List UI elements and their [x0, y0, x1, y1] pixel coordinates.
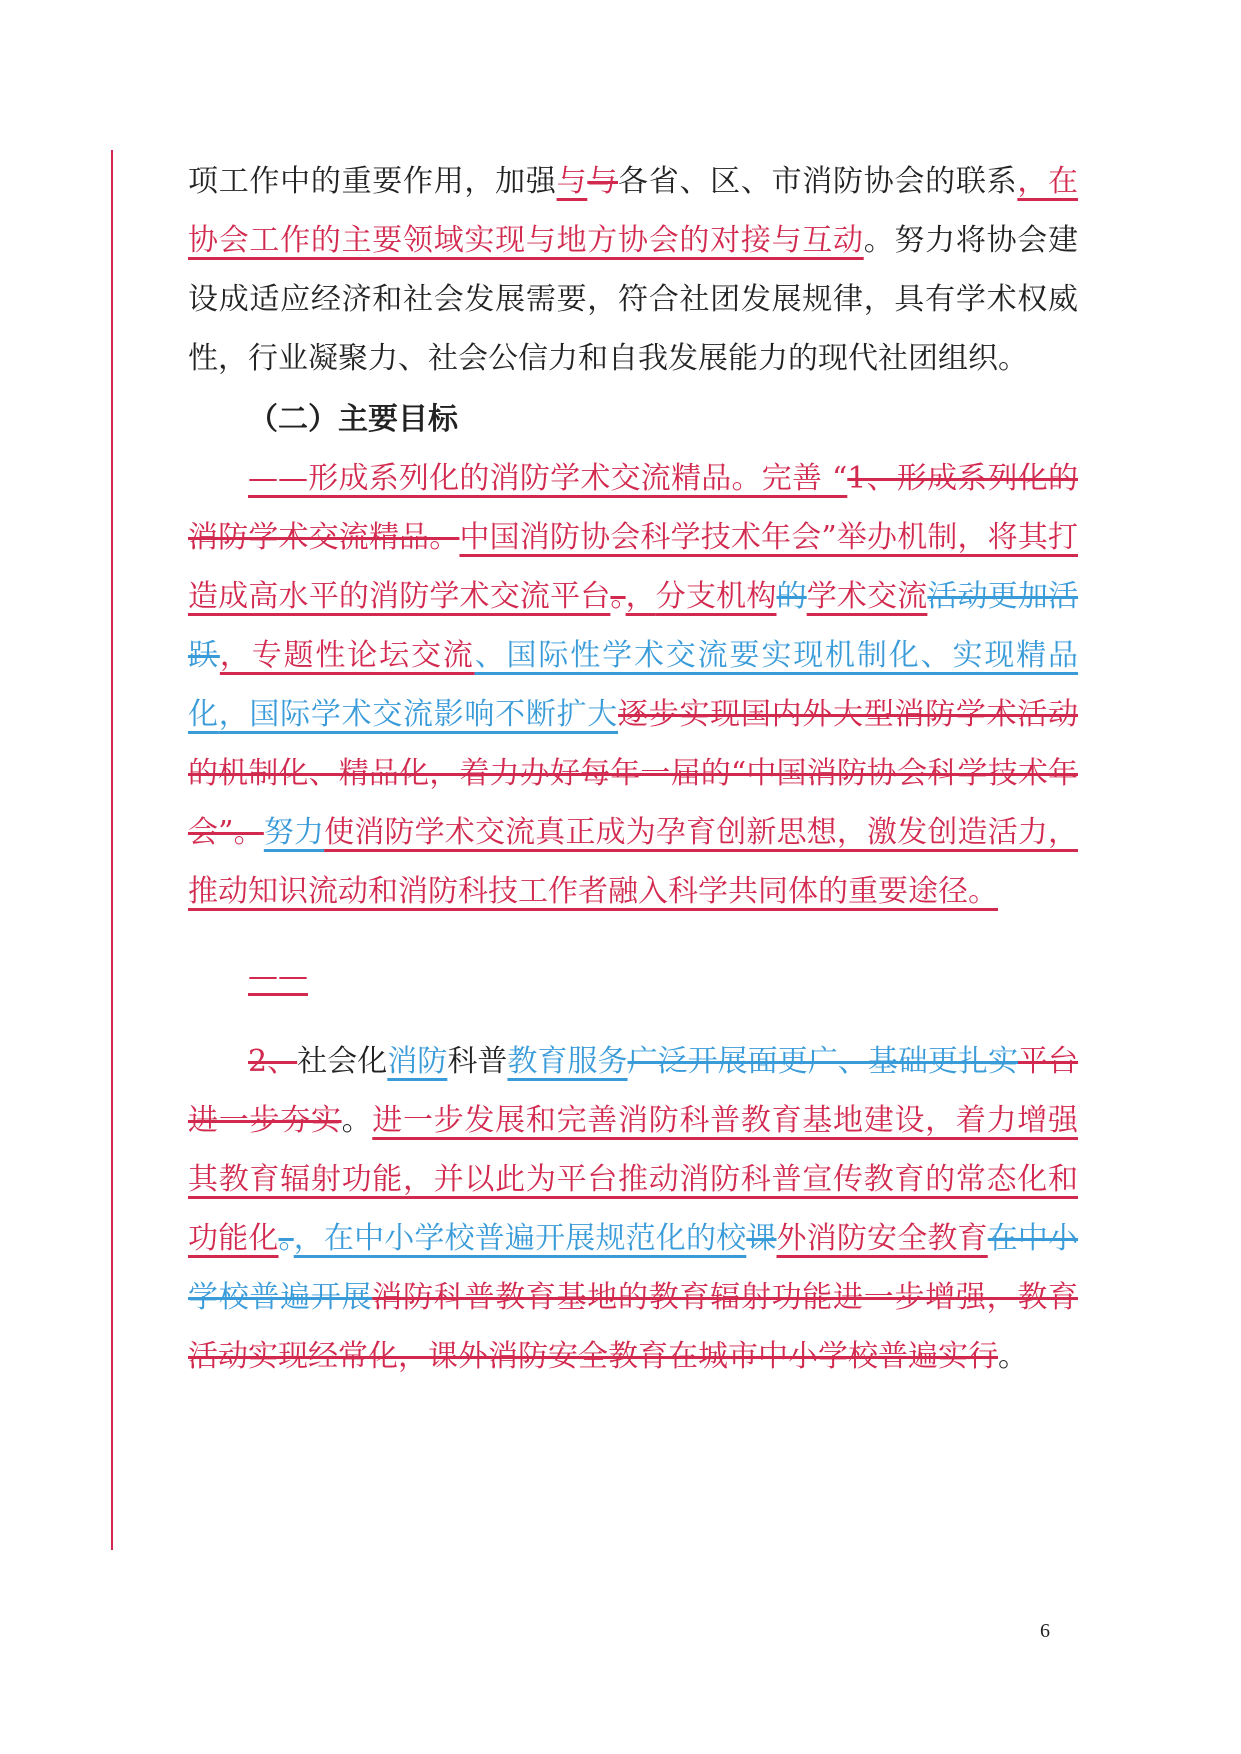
inserted-text: ——形成系列化的消防学术交流精品。完善 “: [248, 461, 848, 496]
deleted-text: 。: [278, 1221, 294, 1256]
inserted-text: 、国际性学术交流要实现机制化、实现精品化: [188, 638, 1079, 732]
inserted-text: ，国际学术交流影响不断扩大: [218, 697, 619, 732]
paragraph-spacer: [188, 921, 1078, 947]
deleted-text: 广泛开展面更广、基础更扎实: [627, 1044, 1018, 1079]
deleted-text: 1、形成系列化的消防学术交流精品。: [188, 461, 1078, 555]
inserted-text: ，: [625, 579, 656, 614]
inserted-text: 学术交流: [806, 579, 928, 614]
inserted-text: 教育服务: [507, 1044, 628, 1079]
inserted-text: 外消防安全教育: [776, 1221, 988, 1256]
inserted-text: ，在中小学校普遍开展规范化的校: [293, 1221, 747, 1256]
text-run: 社会化: [297, 1044, 388, 1079]
deleted-text: 在中小学校普遍开展: [188, 1221, 1079, 1315]
paragraph-association-building: [188, 152, 1078, 388]
inserted-text: ，专题性论坛交流: [219, 638, 475, 673]
document-body: [188, 152, 1078, 1386]
paragraph-science-education: [188, 1032, 1078, 1386]
deleted-text: 逐步实现国内外大型消防学术活动的机制化、精品化，着力办好每年一届的“中国消防协会科学技术年会”。: [188, 697, 1079, 850]
text-run: 各省、区、市消防协会的联系: [618, 164, 1018, 199]
inserted-text: 分支机构: [655, 579, 777, 614]
inserted-text: 中国消防协会科学技术年会”举办机制，将其打造成高水平的消防学术交流平台: [188, 520, 1079, 614]
revision-margin-bar: [111, 150, 113, 1550]
inserted-text: 消防: [387, 1044, 448, 1079]
inserted-text: 努力: [263, 815, 325, 850]
section-heading: （二）主要目标: [248, 402, 458, 437]
deleted-text: 。: [610, 579, 626, 614]
text-run: 项工作中的重要作用，加强: [188, 164, 557, 199]
deleted-text: 消防科普教育基地的教育辐射功能进一步增强，教育活动实现经常化，课外消防安全教育在城市中小学校普遍实行: [188, 1280, 1079, 1374]
inserted-text: 与: [556, 164, 588, 199]
deleted-text: 课: [746, 1221, 777, 1256]
page-number: 6: [1040, 1620, 1050, 1642]
inserted-text: ——: [248, 959, 308, 994]
text-run: 。: [341, 1103, 373, 1138]
paragraph-spacer: [188, 1006, 1078, 1032]
text-run: 。努力将协会建设成适应经济和社会发展需要，符合社团发展规律，具有学术权威性，行业凝聚力、社会公信力和自我发展能力的现代社团组织。: [188, 223, 1079, 376]
paragraph-dash: [188, 947, 1078, 1006]
deleted-text: 的: [776, 579, 807, 614]
text-run: 科普: [447, 1044, 508, 1079]
deleted-text: 平台进一步夯实: [188, 1044, 1079, 1138]
text-run: 。: [998, 1339, 1028, 1374]
inserted-text: 进一步发展和完善消防科普教育基地建设，着力增强其教育辐射功能，并以此为平台推动消防科普宣传教育的常态化和功能化: [188, 1103, 1079, 1256]
deleted-text: 2、: [248, 1044, 298, 1079]
inserted-text: 使消防学术交流真正成为孕育创新思想，激发创造活力，推动知识流动和消防科技工作者融入科学共同体的重要途径。: [188, 815, 1079, 909]
deleted-text: 活动更加活跃: [188, 579, 1079, 673]
paragraph-academic-exchange: [188, 449, 1078, 921]
deleted-text: 与: [587, 164, 619, 199]
inserted-text: ，在协会工作的主要领域实现与地方协会的对接与互动: [188, 164, 1079, 258]
